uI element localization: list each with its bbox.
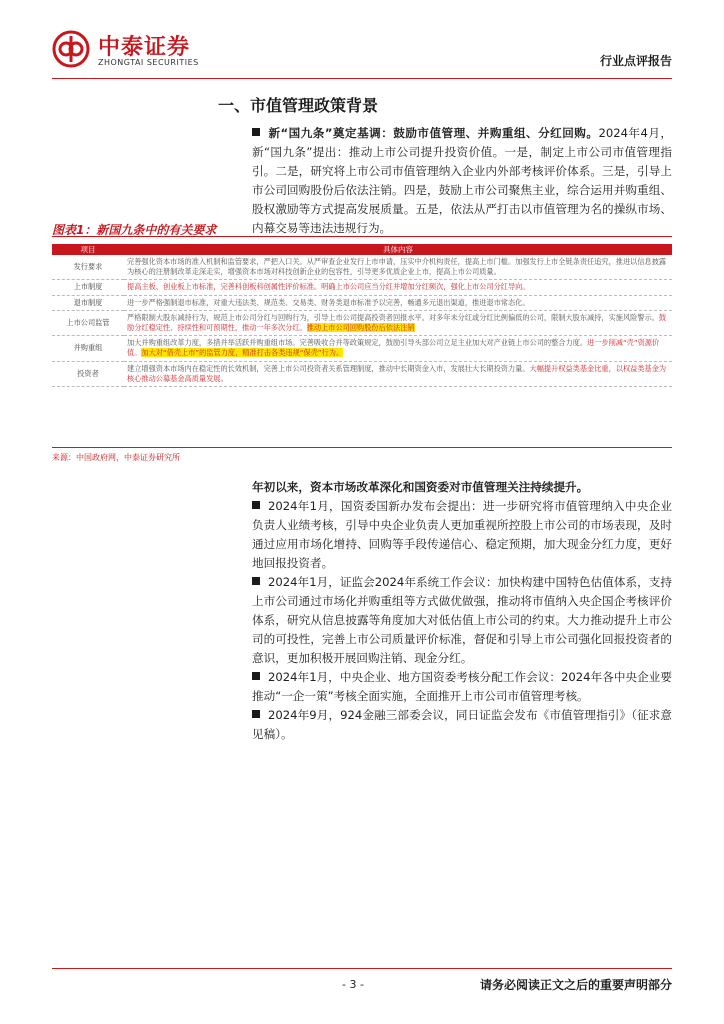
intro-lead: 新“国九条”奠定基调：鼓励市值管理、并购重组、分红回购。 [268, 126, 599, 140]
table-row [52, 280, 672, 295]
intro-body: 2024年4月，新“国九条”提出：推动上市公司提升投资价值。一是，制定上市公司市值管理指引。二是，研究将上市公司市值管理纳入企业内外部考核评价体系。三是，引导上市公司回购股份后依法注销。四是，鼓励上市公司聚焦主业，综合运用并购重组、股权激励等方式提高发展质量。五是，依法从严打击以市值管理为名的操纵市场、内幕交易等违法违规行为。 [252, 126, 672, 235]
list-item-text: 2024年9月，924金融三部委会议，同日证监会发布《市值管理指引》（征求意见稿）。 [252, 708, 672, 741]
table-header-content: 具体内容 [124, 244, 672, 255]
list-item-text: 2024年1月，证监会2024年系统工作会议：加快构建中国特色估值体系，支持上市公司通过市场化并购重组等方式做优做强，推动将市值纳入央企国企考核评价体系，研究从信息披露等角度加大对低估值上市公司的约束。大力推动提升上市公司的可投性，完善上市公司质量评价标准，督促和引导上市公司强化回报投资者的意识，更加积极开展回购注销、现金分红。 [252, 575, 672, 665]
table-header-item: 项目 [52, 244, 124, 255]
row-category: 退市制度 [52, 295, 124, 310]
table-row [52, 295, 672, 310]
table-row [52, 336, 672, 361]
logo-mark-icon [52, 30, 90, 68]
row-plain-text: 进一步严格强制退市标准，对重大违法类、规范类、交易类、财务类退市标准予以完善，畅通多元退出渠道，推进退市常态化。 [127, 297, 530, 307]
bullet-icon [252, 672, 260, 680]
figure-title: 图表1：新国九条中的有关要求 [52, 223, 217, 237]
row-category: 上市制度 [52, 280, 124, 295]
section-title: 一、市值管理政策背景 [218, 96, 379, 115]
list-item [252, 706, 672, 744]
source-divider [52, 447, 672, 448]
row-red-text: 进一步削减“壳”资源价值。 [127, 338, 660, 358]
row-content [124, 336, 672, 361]
bullet-icon [252, 577, 260, 585]
requirements-table [52, 244, 672, 387]
row-plain-text: 严格限制大股东减持行为，规范上市公司分红与回购行为，引导上市公司提高投资者回报水平。对多年未分红或分红比例偏低的公司，限制大股东减持，实施风险警示。 [127, 312, 659, 322]
row-red-text: 提高主板、创业板上市标准，完善科创板科创属性评价标准。明确上市公司应当分红并增加分红频次，强化上市公司分红导向。 [127, 282, 530, 292]
row-highlight-text: 加大对“借壳上市”的监管力度，精准打击各类违规“保壳”行为。 [141, 348, 344, 358]
row-red-text: 鼓励分红稳定性、持续性和可预期性，推动一年多次分红。 [127, 312, 667, 333]
followup-lead: 年初以来，资本市场改革深化和国资委对市值管理关注持续提升。 [252, 480, 589, 494]
row-red-text: 大幅提升权益类基金比重，以权益类基金为核心推动公募基金高质量发展。 [127, 363, 667, 383]
table-header-row [52, 244, 672, 255]
row-content [124, 361, 672, 386]
list-item [252, 668, 672, 706]
row-content [124, 280, 672, 295]
table-row [52, 255, 672, 280]
list-item-text: 2024年1月，中央企业、地方国资委考核分配工作会议：2024年各中央企业要推动“一企一策”考核全面实施，全面推开上市公司市值管理考核。 [252, 670, 672, 703]
row-plain-text: 建立增强资本市场内在稳定性的长效机制，完善上市公司投资者关系管理制度，推动中长期资金入市，发展壮大长期投资力量。 [127, 363, 530, 373]
row-content [124, 255, 672, 280]
row-category: 投资者 [52, 361, 124, 386]
list-item [252, 573, 672, 668]
row-content [124, 310, 672, 335]
table-row [52, 310, 672, 335]
list-item-text: 2024年1月，国资委国新办发布会提出：进一步研究将市值管理纳入中央企业负责人业绩考核，引导中央企业负责人更加重视所控股上市公司的市场表现，及时通过应用市场化增持、回购等手段传递信心、稳定预期，加大现金分红力度，更好地回报投资者。 [252, 499, 672, 570]
brand-name-cn: 中泰证券 [98, 35, 191, 60]
brand-name-en: ZHONGTAI SECURITIES [98, 58, 199, 67]
row-category: 发行要求 [52, 255, 124, 280]
figure-divider [52, 236, 672, 237]
header-divider [52, 78, 672, 79]
followup-section [252, 478, 672, 744]
bullet-icon [252, 501, 260, 509]
company-logo [52, 28, 252, 74]
report-type-label: 行业点评报告 [599, 54, 672, 68]
page-number: - 3 - [342, 978, 364, 991]
row-category: 并购重组 [52, 336, 124, 361]
figure-title-bar [52, 219, 672, 235]
footer-divider [52, 968, 672, 969]
bullet-icon [252, 128, 260, 136]
table-row [52, 361, 672, 386]
list-item [252, 497, 672, 573]
figure-source: 来源：中国政府网，中泰证券研究所 [52, 453, 180, 462]
row-category: 上市公司监管 [52, 310, 124, 335]
row-content [124, 295, 672, 310]
footer-disclaimer: 请务必阅读正文之后的重要声明部分 [479, 978, 672, 992]
row-highlight-text: 推动上市公司回购股份后依法注销 [306, 323, 415, 333]
row-plain-text: 加大并购重组改革力度，多措并举活跃并购重组市场。完善吸收合并等政策规定，鼓励引导头部公司立足主业加大对产业链上市公司的整合力度。 [127, 338, 588, 348]
row-plain-text: 完善强化资本市场的准入机制和监管要求，严把入口关。从严审查企业发行上市申请，压实中介机构责任，提高上市门槛。加强发行上市全链条责任追究，推进以信息披露为核心的注册制改革走深走实，增强资本市场对科技创新企业的包容性，引导更多优质企业上市，提高上市公司质量。 [127, 257, 667, 277]
bullet-icon [252, 710, 260, 718]
page-header [52, 28, 672, 78]
